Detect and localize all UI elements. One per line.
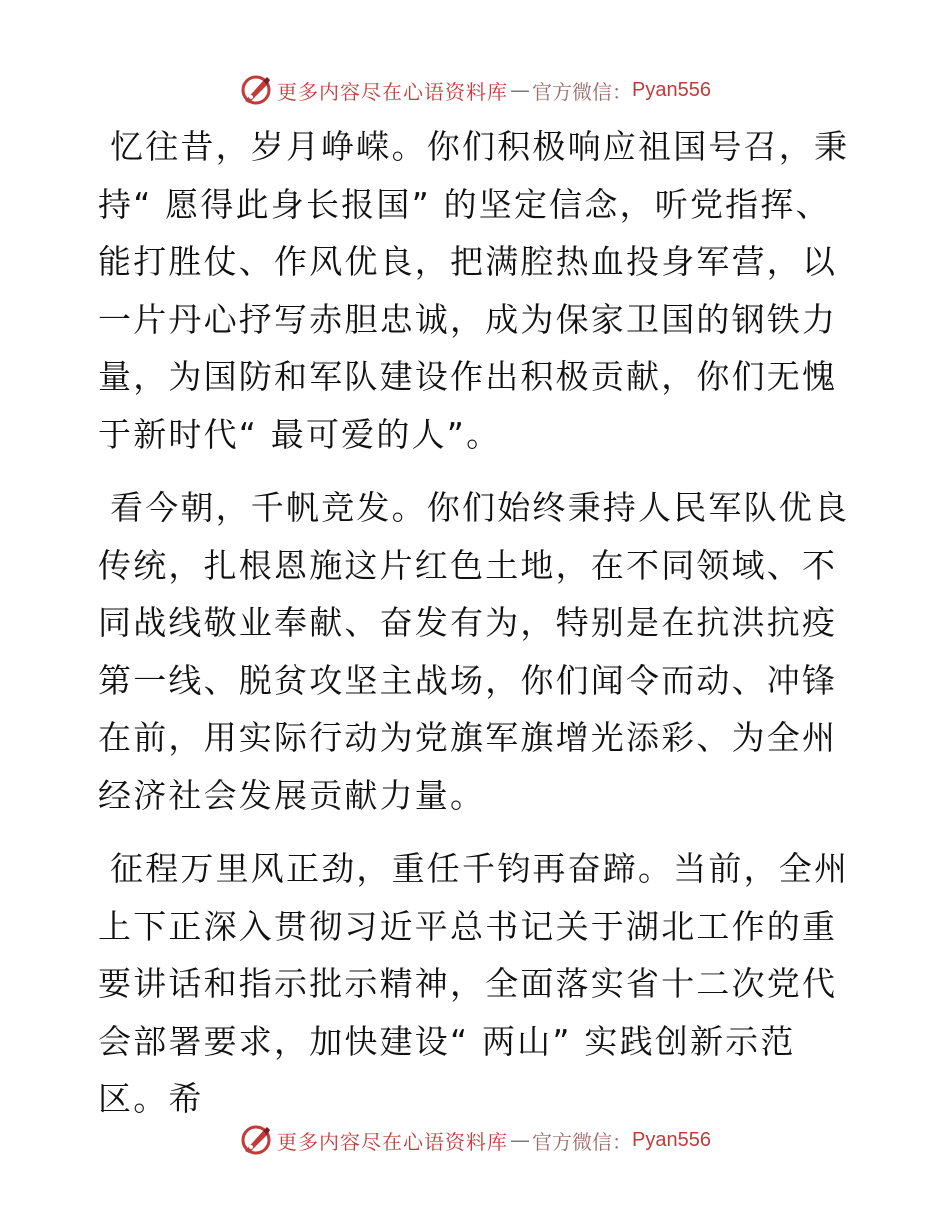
paragraph-1: 忆往昔，岁月峥嵘。你们积极响应祖国号召，秉持“ 愿得此身长报国” 的坚定信念，听党指挥、能打胜仗、作风优良，把满腔热血投身军营，以一片丹心抒写赤胆忠诚，成为保家卫国的钢铁力量，为国防和军队建设作出积极贡献，你们无愧于新时代“ 最可爱的人”。 <box>98 127 850 454</box>
header-banner-text: 更多内容尽在心语资料库 <box>277 79 509 104</box>
footer-wechat-id: Pyan556 <box>632 1128 711 1151</box>
header-wechat-label: 官方微信： <box>532 79 633 104</box>
body-text <box>98 118 858 1144</box>
header-wechat-id: Pyan556 <box>632 78 711 101</box>
paragraph-3: 征程万里风正劲，重任千钧再奋蹄。当前，全州上下正深入贯彻习近平总书记关于湖北工作的重要讲话和指示批示精神，全面落实省十二次党代会部署要求，加快建设“ 两山” 实践创新示范区。希 <box>98 849 850 1118</box>
header-watermark-banner <box>0 70 950 110</box>
footer-watermark-banner <box>0 1120 950 1160</box>
header-banner-separator: — <box>510 78 531 102</box>
footer-banner-separator: — <box>510 1128 531 1152</box>
footer-banner-text: 更多内容尽在心语资料库 <box>277 1129 509 1154</box>
pen-logo-icon <box>239 1123 273 1157</box>
paragraph-2: 看今朝，千帆竞发。你们始终秉持人民军队优良传统，扎根恩施这片红色土地，在不同领域、不同战线敬业奉献、奋发有为，特别是在抗洪抗疫第一线、脱贫攻坚主战场，你们闻令而动、冲锋在前，用实际行动为党旗军旗增光添彩、为全州经济社会发展贡献力量。 <box>98 488 850 815</box>
pen-logo-icon <box>239 73 273 107</box>
footer-wechat-label: 官方微信： <box>532 1129 633 1154</box>
